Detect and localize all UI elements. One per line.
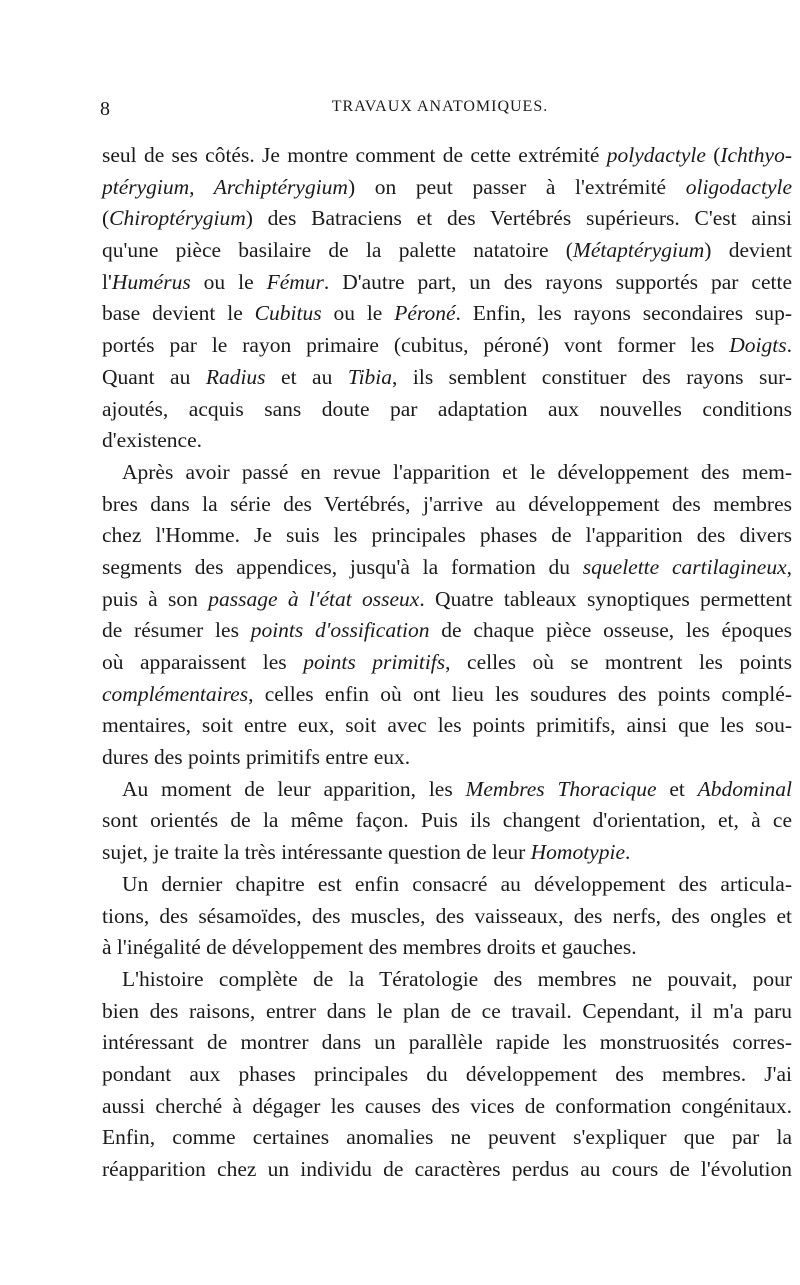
text-line: [102, 964, 792, 996]
text-run: ajoutés, acquis sans doute par adaptation aux nouvelles conditions: [102, 396, 792, 421]
text-line: [102, 489, 792, 521]
text-line: [102, 901, 792, 933]
italic-term: complémentaires: [102, 681, 249, 706]
text-run: Après avoir passé en revue l'apparition et le développement des mem-: [122, 459, 792, 484]
italic-term: Tibia: [347, 364, 393, 389]
text-line: [102, 679, 792, 711]
italic-term: Radius: [205, 364, 266, 389]
text-line: [102, 1027, 792, 1059]
text-line: [102, 203, 792, 235]
text-line: [102, 457, 792, 489]
text-line: [102, 362, 792, 394]
text-run: dures des points primitifs entre eux.: [102, 745, 411, 770]
italic-term: Humérus: [111, 269, 191, 294]
text-line: [102, 235, 792, 267]
text-run: sont orientés de la même façon. Puis ils changent d'orientation, et, à ce: [102, 808, 792, 833]
text-line: [102, 869, 792, 901]
text-line: [102, 298, 792, 330]
text-run: ,: [786, 554, 792, 579]
text-run: , celles enfin où ont lieu les soudures des points complé-: [248, 681, 792, 706]
text-run: qu'une pièce basilaire de la palette natatoire (: [102, 238, 573, 263]
text-line: [102, 710, 792, 742]
text-run: où apparaissent les: [102, 650, 304, 674]
text-line: [102, 615, 792, 647]
text-run: segments des appendices, jusqu'à la formation du: [102, 554, 583, 579]
text-line: [102, 330, 792, 362]
text-run: (: [705, 143, 721, 167]
text-run: ou le: [190, 269, 267, 294]
italic-term: ptérygium, Archiptérygium: [102, 174, 348, 199]
text-run: chez l'Homme. Je suis les principales phases de l'apparition des divers: [102, 523, 792, 548]
text-run: seul de ses côtés. Je montre comment de cette extrémité: [102, 143, 607, 167]
italic-term: Fémur: [266, 269, 324, 294]
text-run: l': [102, 269, 112, 294]
text-run: pondant aux phases principales du développement des membres. J'ai: [102, 1061, 792, 1086]
text-line: [102, 1059, 792, 1091]
text-line: [102, 267, 792, 299]
text-run: d'existence.: [102, 428, 202, 453]
text-run: et au: [265, 364, 348, 389]
text-line: [102, 1154, 792, 1186]
text-run: portés par le rayon primaire (cubitus, péroné) vont former les: [102, 333, 730, 358]
italic-term: Membres Thoracique: [465, 776, 657, 801]
text-run: de résumer les: [102, 618, 251, 643]
italic-term: Abdominal: [697, 776, 792, 801]
text-line: [102, 774, 792, 806]
text-line: [102, 584, 792, 616]
text-run: (: [102, 206, 110, 231]
text-run: mentaires, soit entre eux, soit avec les points primitifs, ainsi que les sou-: [102, 713, 792, 738]
text-run: Au moment de leur apparition, les: [122, 776, 466, 801]
text-line: [102, 932, 792, 964]
running-title: TRAVAUX ANATOMIQUES.: [331, 98, 549, 115]
text-run: bien des raisons, entrer dans le plan de ce travail. Cependant, il m'a paru: [102, 998, 792, 1023]
text-line: [102, 996, 792, 1028]
italic-term: Péroné: [394, 301, 456, 326]
text-run: . Enfin, les rayons secondaires sup-: [455, 301, 792, 326]
italic-term: oligodactyle: [685, 174, 793, 199]
text-line: [102, 805, 792, 837]
text-run: ) des Batraciens et des Vertébrés supérieurs. C'est ainsi: [245, 206, 792, 231]
text-line: [102, 1122, 792, 1154]
text-run: bres dans la série des Vertébrés, j'arrive au développement des membres: [102, 491, 792, 516]
text-run: base devient le: [102, 301, 255, 326]
text-line: [102, 837, 792, 869]
italic-term: Ichthyo-: [720, 143, 792, 167]
italic-term: points primitifs: [303, 650, 446, 674]
text-line: [102, 140, 792, 172]
italic-term: Métaptérygium: [572, 238, 705, 263]
text-run: Enfin, comme certaines anomalies ne peuvent s'expliquer que par la: [102, 1125, 792, 1150]
text-run: tions, des sésamoïdes, des muscles, des vaisseaux, des nerfs, des ongles et: [102, 903, 792, 928]
text-line: [102, 742, 792, 774]
italic-term: passage à l'état osseux: [208, 586, 420, 611]
text-line: [102, 520, 792, 552]
page-header: [100, 98, 780, 128]
italic-term: squelette cartilagineux: [582, 554, 787, 579]
text-run: réapparition chez un individu de caractères perdus au cours de l'évolution: [102, 1157, 792, 1181]
text-run: ) on peut passer à l'extrémité: [347, 174, 686, 199]
text-run: . D'autre part, un des rayons supportés par cette: [323, 269, 792, 294]
text-run: , ils semblent constituer des rayons sur-: [392, 364, 792, 389]
italic-term: points d'ossification: [250, 618, 430, 643]
text-line: [102, 394, 792, 426]
text-run: ) devient: [704, 238, 792, 263]
text-run: aussi cherché à dégager les causes des vices de conformation congénitaux.: [102, 1093, 792, 1118]
text-run: de chaque pièce osseuse, les époques: [429, 618, 793, 643]
italic-term: Cubitus: [254, 301, 322, 326]
text-run: Un dernier chapitre est enfin consacré au développement des articula-: [122, 871, 792, 896]
text-run: et: [656, 776, 698, 801]
italic-term: Homotypie: [530, 840, 625, 865]
italic-term: polydactyle: [606, 143, 706, 167]
text-run: , celles où se montrent les points: [445, 650, 792, 674]
text-run: sujet, je traite la très intéressante question de leur: [102, 840, 531, 865]
text-run: puis à son: [102, 586, 209, 611]
italic-term: Chiroptérygium: [109, 206, 246, 231]
text-line: [102, 425, 792, 457]
text-run: Quant au: [102, 364, 206, 389]
text-line: [102, 172, 792, 204]
text-line: [102, 552, 792, 584]
text-run: .: [786, 333, 792, 358]
text-line: [102, 647, 792, 679]
text-run: ou le: [321, 301, 395, 326]
text-run: .: [625, 840, 631, 865]
body-text: [102, 140, 792, 1186]
text-run: L'histoire complète de la Tératologie des membres ne pouvait, pour: [122, 966, 792, 991]
text-line: [102, 1091, 792, 1123]
page-number: 8: [100, 98, 110, 120]
text-run: . Quatre tableaux synoptiques permettent: [419, 586, 792, 611]
text-run: à l'inégalité de développement des membres droits et gauches.: [102, 935, 637, 960]
italic-term: Doigts: [729, 333, 787, 358]
text-run: intéressant de montrer dans un parallèle rapide les monstruosités corres-: [102, 1030, 792, 1055]
